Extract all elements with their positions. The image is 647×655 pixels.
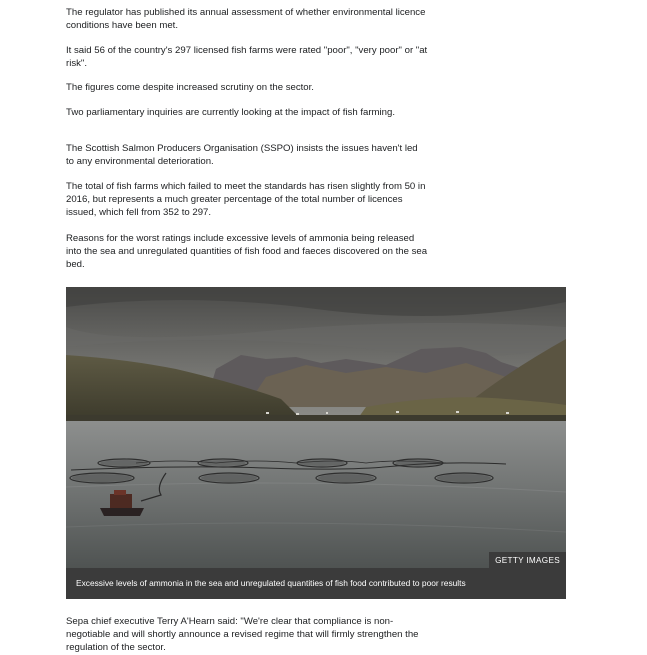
image-credit: GETTY IMAGES: [489, 552, 566, 569]
article-paragraph: The total of fish farms which failed to meet the standards has risen slightly from 50 in 2016, but represents a much greater percentage of the total number of licences issued, which fell from 352 to 297.: [66, 181, 426, 219]
article-paragraph: The Scottish Salmon Producers Organisation (SSPO) insists the issues haven't led to any environmental deterioration.: [66, 143, 418, 168]
fish-farm-photo: [66, 287, 566, 568]
article-paragraph: The regulator has published its annual assessment of whether environmental licence conditions have been met.: [66, 7, 426, 32]
article-paragraph: The figures come despite increased scrutiny on the sector.: [66, 82, 314, 93]
image-caption: Excessive levels of ammonia in the sea and unregulated quantities of fish food contributed to poor results: [66, 568, 566, 599]
article-figure: [66, 287, 566, 599]
article-paragraph: Sepa chief executive Terry A'Hearn said: "We're clear that compliance is non-negotiable and will shortly announce a revised regime that will firmly strengthen the regulation of the sector.: [66, 616, 419, 654]
article-paragraph: It said 56 of the country's 297 licensed fish farms were rated "poor", "very poor" or "at risk".: [66, 45, 428, 70]
article-paragraph: Two parliamentary inquiries are currently looking at the impact of fish farming.: [66, 107, 395, 118]
article-paragraph: Reasons for the worst ratings include excessive levels of ammonia being released into the sea and unregulated quantities of fish food and faeces discovered on the sea bed.: [66, 233, 428, 271]
